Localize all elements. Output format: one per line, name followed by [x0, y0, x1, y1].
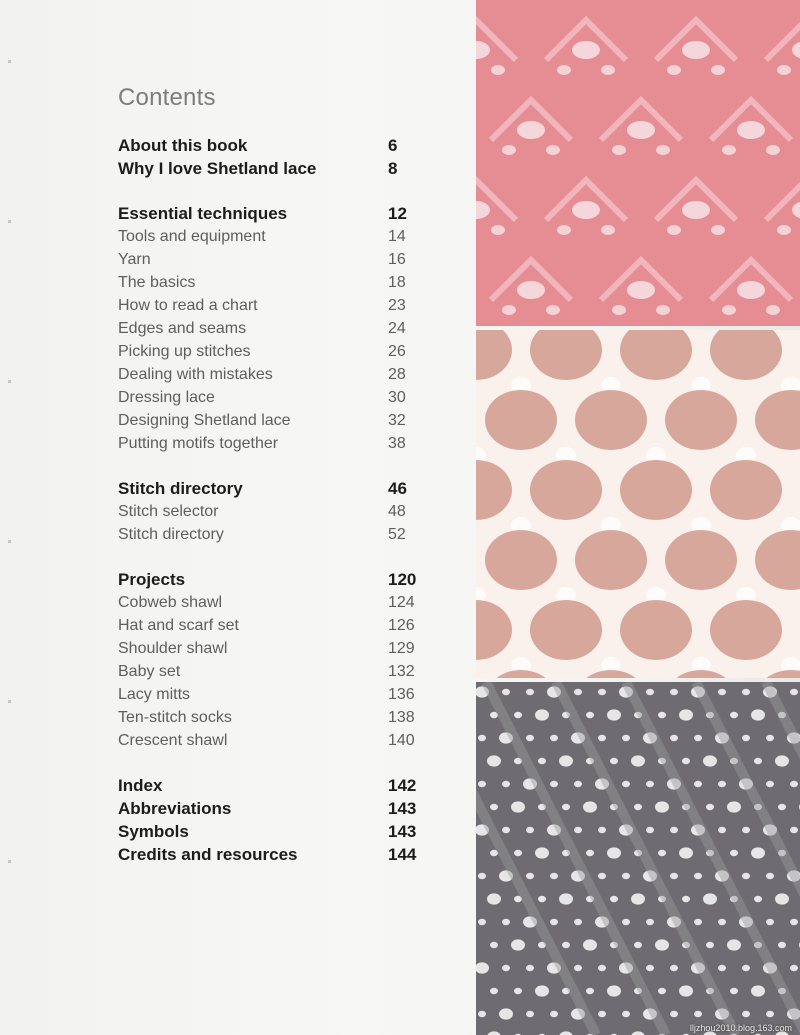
toc-entry-page-number: 143: [388, 822, 417, 841]
toc-entry-label: Cobweb shawl: [118, 594, 223, 611]
toc-entry-page-number: 14: [388, 228, 406, 245]
toc-entry-label: Ten-stitch socks: [118, 709, 232, 726]
toc-entry-page-number: 16: [388, 251, 406, 268]
margin-mark: [8, 220, 11, 223]
toc-sub-entry: [118, 317, 428, 340]
toc-entry-page-number: 46: [388, 479, 407, 498]
toc-section: [118, 774, 428, 866]
toc-entry-page-number: 138: [388, 709, 415, 726]
toc-entry-label: Dressing lace: [118, 389, 215, 406]
toc-entry-label: Projects: [118, 570, 186, 589]
toc-entry-label: The basics: [118, 274, 196, 291]
toc-sub-entry: [118, 500, 428, 523]
margin-mark: [8, 700, 11, 703]
toc-sub-entry: [118, 248, 428, 271]
toc-entry-label: Yarn: [118, 251, 151, 268]
toc-entry-page-number: 23: [388, 297, 406, 314]
toc-entry-label: Tools and equipment: [118, 228, 266, 245]
toc-entry-page-number: 28: [388, 366, 406, 383]
toc-entry-label: Designing Shetland lace: [118, 412, 291, 429]
toc-section: [118, 202, 428, 455]
page-title: Contents: [118, 84, 216, 111]
toc-entry-label: Index: [118, 776, 163, 795]
watermark: lljzhou2010.blog.163.com: [689, 1023, 792, 1033]
toc-entry-label: Hat and scarf set: [118, 617, 239, 634]
toc-entry-label: Dealing with mistakes: [118, 366, 273, 383]
margin-mark: [8, 60, 11, 63]
pink-lace-swatch-photo: [476, 0, 800, 326]
toc-entry-label: How to read a chart: [118, 297, 258, 314]
toc-sub-entry: [118, 271, 428, 294]
grey-lace-swatch-image: [476, 682, 800, 1035]
toc-entry-page-number: 140: [388, 732, 415, 749]
toc-sub-entry: [118, 706, 428, 729]
toc-entry-page-number: 8: [388, 159, 398, 178]
toc-sub-entry: [118, 294, 428, 317]
toc-sub-entry: [118, 729, 428, 752]
peach-lace-swatch-image: [476, 330, 800, 678]
toc-main-entry: [118, 202, 428, 225]
pink-lace-swatch-image: [476, 0, 800, 326]
toc-entry-page-number: 6: [388, 136, 398, 155]
toc-entry-page-number: 120: [388, 570, 417, 589]
toc-main-entry: [118, 843, 428, 866]
toc-entry-label: About this book: [118, 136, 248, 155]
toc-entry-page-number: 48: [388, 503, 406, 520]
toc-entry-label: Credits and resources: [118, 845, 298, 864]
toc-entry-page-number: 26: [388, 343, 406, 360]
toc-entry-label: Lacy mitts: [118, 686, 191, 703]
toc-section: [118, 568, 428, 752]
toc-entry-page-number: 32: [388, 412, 406, 429]
toc-entry-label: Why I love Shetland lace: [118, 159, 317, 178]
toc-sub-entry: [118, 225, 428, 248]
toc-sub-entry: [118, 614, 428, 637]
toc-entry-page-number: 18: [388, 274, 406, 291]
toc-entry-page-number: 126: [388, 617, 415, 634]
toc-sub-entry: [118, 523, 428, 546]
peach-lace-swatch-photo: [476, 330, 800, 678]
toc-entry-label: Stitch directory: [118, 526, 224, 543]
toc-sub-entry: [118, 660, 428, 683]
toc-sub-entry: [118, 683, 428, 706]
toc-main-entry: [118, 157, 428, 180]
toc-entry-label: Stitch selector: [118, 503, 219, 520]
toc-entry-label: Abbreviations: [118, 799, 232, 818]
grey-lace-swatch-photo: [476, 682, 800, 1035]
toc-entry-page-number: 142: [388, 776, 417, 795]
toc-entry-label: Stitch directory: [118, 479, 243, 498]
toc-sub-entry: [118, 637, 428, 660]
toc-entry-page-number: 52: [388, 526, 406, 543]
toc-entry-page-number: 129: [388, 640, 415, 657]
toc-section: [118, 134, 428, 180]
margin-mark: [8, 860, 11, 863]
toc-sub-entry: [118, 432, 428, 455]
toc-main-entry: [118, 477, 428, 500]
toc-main-entry: [118, 568, 428, 591]
toc-entry-page-number: 132: [388, 663, 415, 680]
toc-entry-page-number: 24: [388, 320, 406, 337]
toc-entry-label: Essential techniques: [118, 204, 288, 223]
toc-entry-page-number: 136: [388, 686, 415, 703]
toc-entry-label: Crescent shawl: [118, 732, 228, 749]
toc-sub-entry: [118, 363, 428, 386]
toc-entry-label: Shoulder shawl: [118, 640, 228, 657]
toc-entry-page-number: 30: [388, 389, 406, 406]
toc-entry-page-number: 144: [388, 845, 417, 864]
toc-entry-label: Picking up stitches: [118, 343, 251, 360]
toc-entry-label: Symbols: [118, 822, 189, 841]
toc-entry-page-number: 12: [388, 204, 407, 223]
toc-sub-entry: [118, 591, 428, 614]
margin-mark: [8, 540, 11, 543]
toc-sub-entry: [118, 386, 428, 409]
toc-main-entry: [118, 134, 428, 157]
toc-section: [118, 477, 428, 546]
toc-entry-page-number: 124: [388, 594, 415, 611]
toc-entry-label: Edges and seams: [118, 320, 247, 337]
toc-sub-entry: [118, 340, 428, 363]
toc-entry-label: Baby set: [118, 663, 181, 680]
toc-entry-page-number: 38: [388, 435, 406, 452]
toc-main-entry: [118, 774, 428, 797]
toc-sub-entry: [118, 409, 428, 432]
toc-entry-label: Putting motifs together: [118, 435, 279, 452]
toc-main-entry: [118, 820, 428, 843]
table-of-contents: [118, 134, 428, 866]
toc-entry-page-number: 143: [388, 799, 417, 818]
margin-mark: [8, 380, 11, 383]
photo-column: [476, 0, 800, 1035]
toc-main-entry: [118, 797, 428, 820]
